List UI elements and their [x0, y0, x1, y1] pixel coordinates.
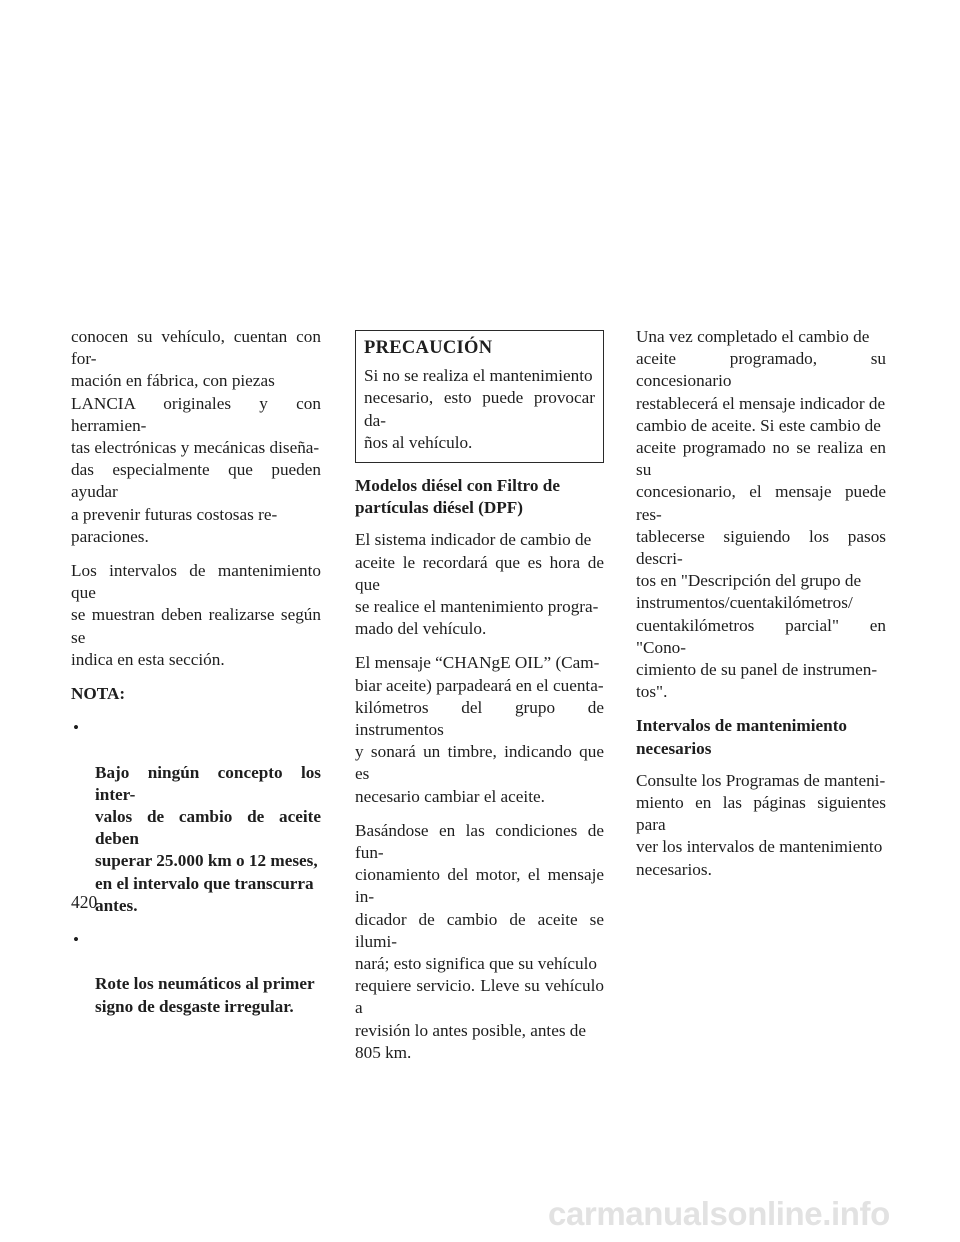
intervals-paragraph: Los intervalos de mantenimiento que se muestran deben realizarse según se indica en esta sección.: [71, 561, 321, 669]
consult-programs-paragraph: Consulte los Programas de manteni- miento en las páginas siguientes para ver los intervalos de mantenimiento necesarios.: [636, 770, 886, 879]
note-label: NOTA:: [71, 684, 126, 704]
bullet-icon: •: [73, 930, 80, 950]
intro-paragraph: conocen su vehículo, cuentan con for- mación en fábrica, con piezas LANCIA originales y con herramien- tas electrónicas y mecánicas diseña- das especialmente que pueden ayudar a prevenir futuras costosas re- paraciones.: [71, 327, 321, 546]
watermark: carmanualsonline.info: [548, 1195, 890, 1232]
section-heading-intervals: Intervalos de mantenimiento necesarios: [636, 716, 848, 758]
bullet-icon: •: [73, 718, 80, 738]
note-bullet-text: Bajo ningún concepto los inter- valos de cambio de aceite deben superar 25.000 km o 12 meses, en el intervalo que transcurra antes.: [95, 762, 321, 915]
page-number: 420: [71, 892, 98, 912]
note-bullet-text: Rote los neumáticos al primer signo de desgaste irregular.: [95, 974, 315, 1016]
engine-conditions-paragraph: Basándose en las condiciones de fun- cionamiento del motor, el mensaje in- dicador de cambio de aceite se ilumi- nará; esto significa que su vehículo requiere servicio. Lleve su vehículo a revisión lo antes posible, antes de 805 km.: [355, 820, 604, 1062]
column-left: [71, 326, 321, 1030]
section-heading-dpf: Modelos diésel con Filtro de partículas diésel (DPF): [355, 476, 560, 518]
column-middle: [355, 326, 604, 1076]
caution-title: PRECAUCIÓN: [364, 338, 493, 358]
note-bullet-list: [71, 717, 321, 1018]
note-bullet-item: [71, 717, 321, 917]
column-right: [636, 326, 886, 893]
caution-box: [355, 330, 604, 463]
caution-text: Si no se realiza el mantenimiento necesario, esto puede provocar da- ños al vehículo.: [364, 366, 595, 452]
oil-indicator-paragraph: El sistema indicador de cambio de aceite le recordará que es hora de que se realice el mantenimiento progra- mado del vehículo.: [355, 530, 604, 639]
change-oil-message-paragraph: El mensaje “CHANgE OIL” (Cam- biar aceite) parpadeará en el cuenta- kilómetros del grupo de instrumentos y sonará un timbre, indicando que es necesario cambiar el aceite.: [355, 653, 604, 806]
reset-message-paragraph: Una vez completado el cambio de aceite programado, su concesionario restablecerá el mensaje indicador de cambio de aceite. Si este cambio de aceite programado no se realiza en su concesionario, el mensaje puede res- tablecerse siguiendo los pasos descri- tos en "Descripción del grupo de instrumentos/cuentakilómetros/ cuentakilómetros parcial" en "Cono- cimiento de su panel de instrumen- tos".: [636, 327, 886, 702]
note-bullet-item: [71, 929, 321, 1018]
